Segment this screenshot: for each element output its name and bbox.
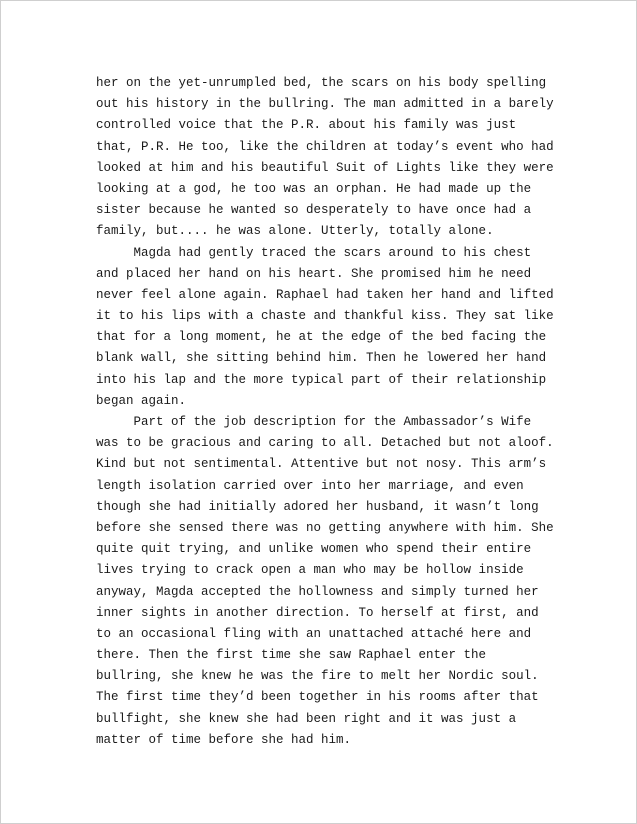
- text-line: bullring, she knew he was the fire to melt her Nordic soul.: [96, 669, 539, 684]
- text-line: was to be gracious and caring to all. Detached but not aloof.: [96, 436, 554, 451]
- text-line: began again.: [96, 393, 187, 408]
- text-line: family, but.... he was alone. Utterly, totally alone.: [96, 224, 494, 239]
- text-line: her on the yet-unrumpled bed, the scars on his body spelling: [96, 76, 547, 90]
- paragraph-start-line: Magda had gently traced the scars around to his chest: [96, 245, 532, 260]
- text-line: before she sensed there was no getting anywhere with him. She: [96, 520, 554, 535]
- text-line: controlled voice that the P.R. about his family was just: [96, 118, 517, 133]
- text-line: it to his lips with a chaste and thankful kiss. They sat like: [96, 309, 554, 324]
- text-line: lives trying to crack open a man who may be hollow inside: [96, 563, 524, 578]
- text-line: looking at a god, he too was an orphan. He had made up the: [96, 181, 532, 196]
- text-line: sister because he wanted so desperately to have once had a: [96, 203, 532, 218]
- text-line: into his lap and the more typical part of their relationship: [96, 372, 547, 387]
- text-line: to an occasional fling with an unattached attaché here and: [96, 626, 532, 641]
- text-line: bullfight, she knew she had been right and it was just a: [96, 711, 517, 726]
- text-line: Kind but not sentimental. Attentive but not nosy. This arm’s: [96, 457, 547, 472]
- text-line: out his history in the bullring. The man admitted in a barely: [96, 97, 554, 112]
- text-line: inner sights in another direction. To herself at first, and: [96, 605, 539, 620]
- text-line: never feel alone again. Raphael had taken her hand and lifted: [96, 287, 554, 302]
- text-line: that, P.R. He too, like the children at today’s event who had: [96, 139, 554, 154]
- text-line: quite quit trying, and unlike women who spend their entire: [96, 542, 532, 557]
- text-line: and placed her hand on his heart. She promised him he need: [96, 266, 532, 281]
- text-line: blank wall, she sitting behind him. Then he lowered her hand: [96, 351, 547, 366]
- text-line: length isolation carried over into her marriage, and even: [96, 478, 524, 493]
- text-line: The first time they’d been together in his rooms after that: [96, 690, 539, 705]
- text-line: that for a long moment, he at the edge of the bed facing the: [96, 330, 547, 345]
- paragraph-start-line: Part of the job description for the Ambassador’s Wife: [96, 415, 532, 429]
- text-line: though she had initially adored her husband, it wasn’t long: [96, 499, 539, 514]
- text-line: looked at him and his beautiful Suit of Lights like they were: [96, 160, 554, 175]
- text-line: matter of time before she had him.: [96, 732, 352, 747]
- text-line: anyway, Magda accepted the hollowness and simply turned her: [96, 584, 539, 599]
- text-line: there. Then the first time she saw Raphael enter the: [96, 648, 487, 663]
- body-text: [96, 73, 566, 751]
